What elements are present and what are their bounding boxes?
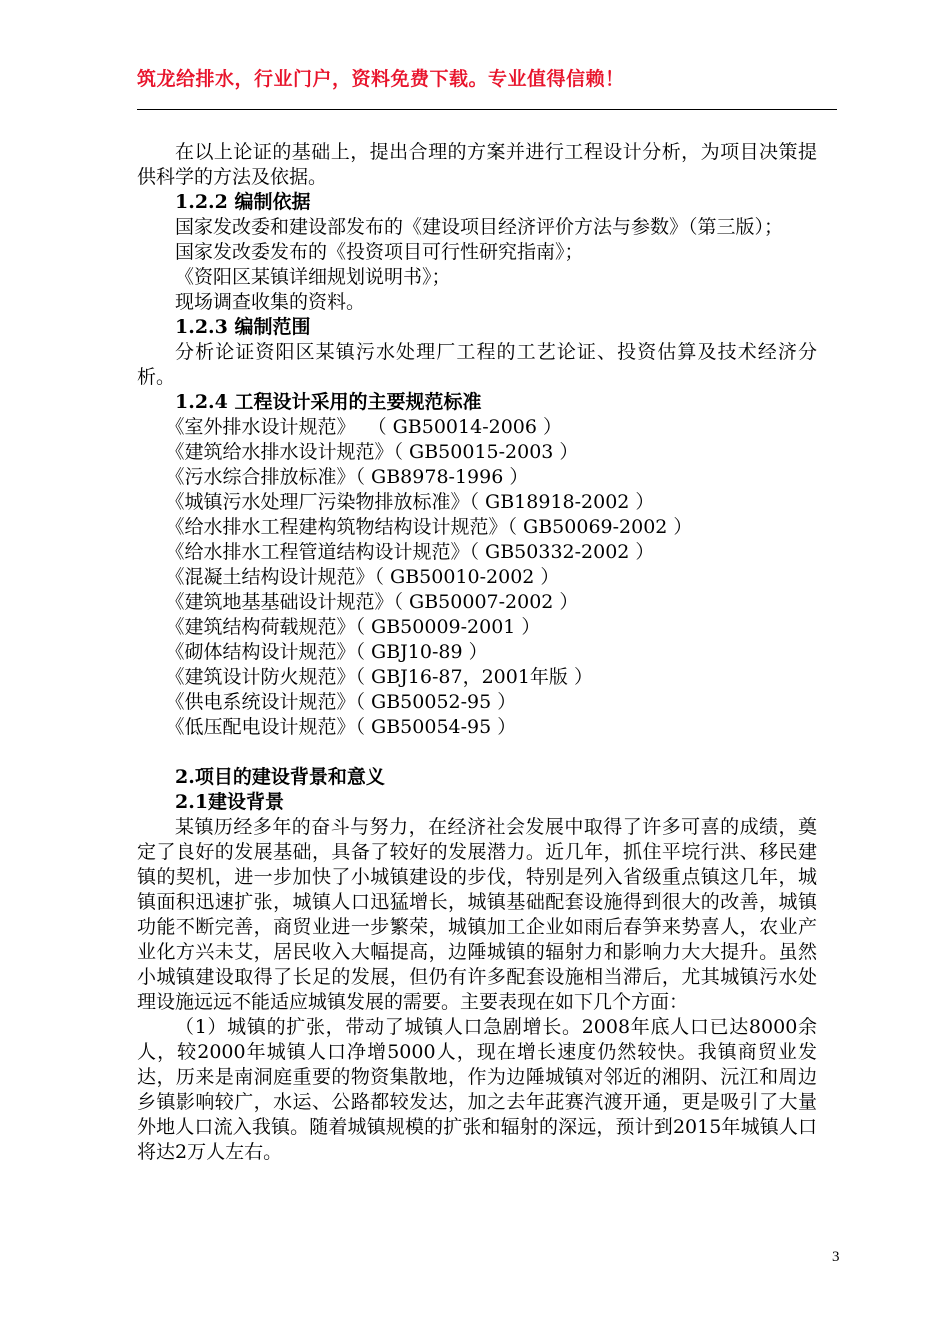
- basis-item: 《资阳区某镇详细规划说明书》；: [175, 266, 451, 288]
- section-1-2-3-title: 1.2.3 编制范围: [175, 316, 311, 338]
- standard-item: 《给水排水工程管道结构设计规范》（ GB50332-2002 ）: [165, 541, 655, 563]
- basis-item: 国家发改委和建设部发布的《建设项目经济评价方法与参数》（第三版）；: [175, 216, 784, 238]
- standard-item: 《低压配电设计规范》（ GB50054-95 ）: [165, 716, 517, 738]
- spacer: [137, 740, 817, 765]
- basis-item: 国家发改委发布的《投资项目可行性研究指南》；: [175, 241, 584, 263]
- standard-item: 《供电系统设计规范》（ GB50052-95 ）: [165, 691, 517, 713]
- background-paragraph: 某镇历经多年的奋斗与努力，在经济社会发展中取得了许多可喜的成绩，奠定了良好的发展基础，具备了较好的发展潜力。近几年，抓住平垸行洪、移民建镇的契机，进一步加快了小城镇建设的步伐，特别是列入省级重点镇这几年，城镇面积迅速扩张，城镇人口迅猛增长，城镇基础配套设施得到很大的改善，城镇功能不断完善，商贸业进一步繁荣，城镇加工企业如雨后春笋来势喜人，农业产业化方兴未艾，居民收入大幅提高，边陲城镇的辐射力和影响力大大提升。虽然小城镇建设取得了长足的发展，但仍有许多配套设施相当滞后，尤其城镇污水处理设施远远不能适应城镇发展的需要。主要表现在如下几个方面：: [137, 816, 817, 1013]
- standard-item: 《砌体结构设计规范》（ GBJ10-89 ）: [165, 641, 488, 663]
- intro-paragraph: 在以上论证的基础上，提出合理的方案并进行工程设计分析，为项目决策提供科学的方法及依据。: [137, 141, 817, 188]
- site-header: 筑龙给排水，行业门户，资料免费下载。专业值得信赖！: [137, 68, 625, 90]
- standard-item: 《室外排水设计规范》 （ GB50014-2006 ）: [165, 416, 563, 438]
- standard-item: 《建筑结构荷载规范》（ GB50009-2001 ）: [165, 616, 541, 638]
- standard-item: 《建筑设计防火规范》（ GBJ16-87，2001年版 ）: [165, 666, 593, 688]
- standard-item: 《建筑给水排水设计规范》（ GB50015-2003 ）: [165, 441, 579, 463]
- section-1-2-2-title: 1.2.2 编制依据: [175, 191, 311, 213]
- standard-item: 《城镇污水处理厂污染物排放标准》（ GB18918-2002 ）: [165, 491, 655, 513]
- section-2-title: 2.项目的建设背景和意义: [175, 766, 385, 788]
- document-body: [137, 140, 817, 1165]
- page-number: 3: [832, 1249, 840, 1265]
- standard-item: 《给水排水工程建构筑物结构设计规范》（ GB50069-2002 ）: [165, 516, 693, 538]
- standard-item: 《建筑地基基础设计规范》（ GB50007-2002 ）: [165, 591, 579, 613]
- standard-item: 《混凝土结构设计规范》（ GB50010-2002 ）: [165, 566, 560, 588]
- basis-item: 现场调查收集的资料。: [175, 291, 366, 313]
- scope-paragraph: 分析论证资阳区某镇污水处理厂工程的工艺论证、投资估算及技术经济分析。: [137, 341, 817, 388]
- section-1-2-4-title: 1.2.4 工程设计采用的主要规范标准: [175, 391, 482, 413]
- background-paragraph: （1）城镇的扩张，带动了城镇人口急剧增长。2008年底人口已达8000余人，较2000年城镇人口净增5000人，现在增长速度仍然较快。我镇商贸业发达，历来是南洞庭重要的物资集散地，作为边陲城镇对邻近的湘阴、沅江和周边乡镇影响较广，水运、公路都较发达，加之去年茈赛汽渡开通，更是吸引了大量外地人口流入我镇。随着城镇规模的扩张和辐射的深远，预计到2015年城镇人口将达2万人左右。: [137, 1016, 817, 1163]
- standard-item: 《污水综合排放标准》（ GB8978-1996 ）: [165, 466, 529, 488]
- header-divider: [137, 109, 837, 110]
- section-2-1-title: 2.1建设背景: [175, 791, 285, 813]
